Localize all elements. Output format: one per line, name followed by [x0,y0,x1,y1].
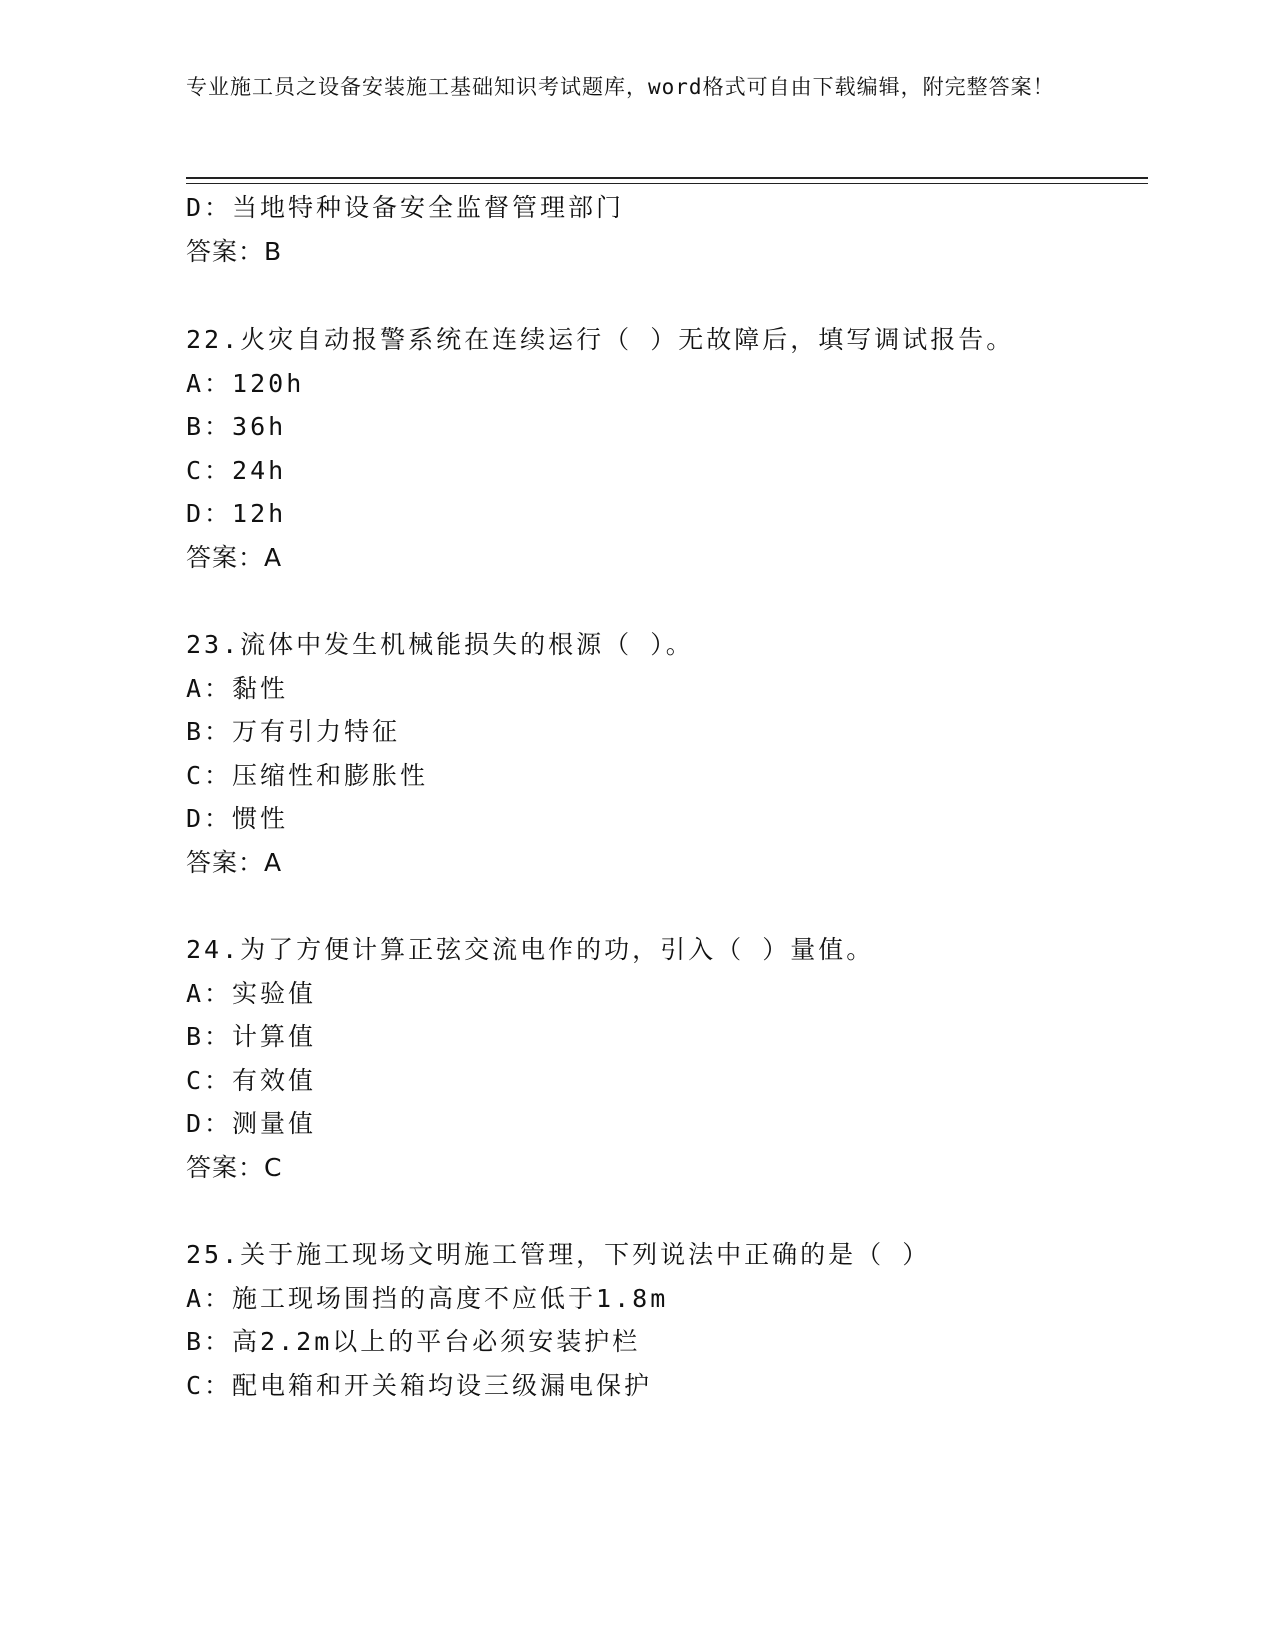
header-divider [186,177,1148,179]
option-b: B：高2.2m以上的平台必须安装护栏 [186,1327,641,1356]
option-c: C：有效值 [186,1066,317,1095]
answer: 答案：A [186,543,283,572]
answer: 答案：B [186,237,283,266]
option-a: A：120h [186,369,305,398]
answer: 答案：A [186,848,283,877]
option-b: B：36h [186,412,287,441]
question-stem: 23.流体中发生机械能损失的根源（ ）。 [186,630,694,659]
header-divider-thin [186,183,1148,184]
option-a: A：施工现场围挡的高度不应低于1.8m [186,1284,669,1313]
option-d: D：测量值 [186,1109,317,1138]
option-d: D：12h [186,499,287,528]
document-header: 专业施工员之设备安装施工基础知识考试题库，word格式可自由下载编辑，附完整答案！ [186,75,1055,99]
option-b: B：万有引力特征 [186,717,401,746]
question-stem: 25.关于施工现场文明施工管理，下列说法中正确的是（ ） [186,1240,931,1269]
question-stem: 24.为了方便计算正弦交流电作的功，引入（ ）量值。 [186,935,875,964]
option-c: C：24h [186,456,287,485]
option-a: A：实验值 [186,979,317,1008]
option-b: B：计算值 [186,1022,317,1051]
question-stem: 22.火灾自动报警系统在连续运行（ ）无故障后，填写调试报告。 [186,325,1015,354]
answer: 答案：C [186,1153,283,1182]
option-d: D：当地特种设备安全监督管理部门 [186,193,625,222]
option-c: C：配电箱和开关箱均设三级漏电保护 [186,1371,653,1400]
option-a: A：黏性 [186,674,289,703]
option-d: D：惯性 [186,804,289,833]
option-c: C：压缩性和膨胀性 [186,761,429,790]
